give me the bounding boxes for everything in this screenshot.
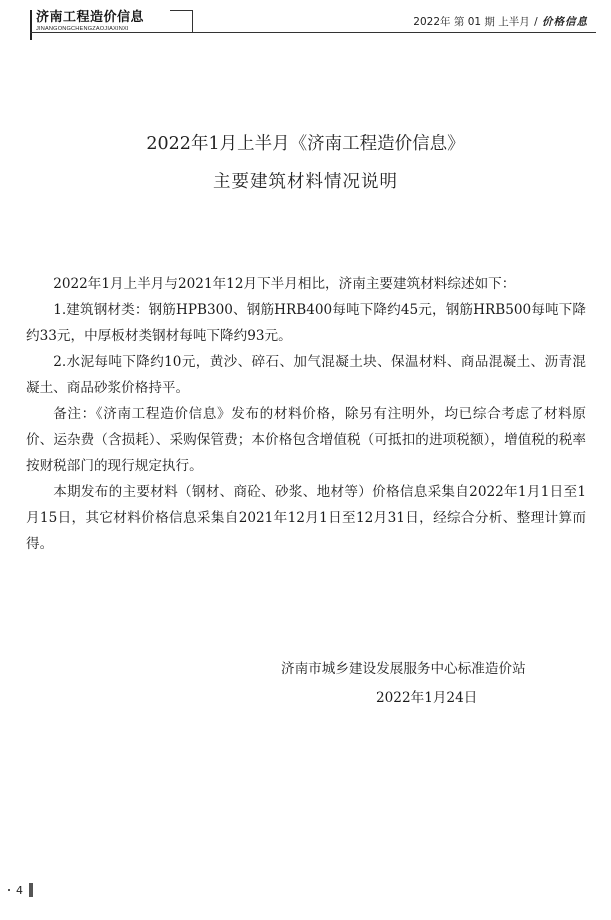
page-marker-dot (8, 889, 10, 891)
logo-chinese-title: 济南工程造价信息 (36, 10, 145, 25)
page-header (30, 10, 596, 40)
issue-info (413, 14, 588, 29)
issue-period: 上半月 (498, 16, 530, 28)
summary-intro-paragraph: 2022年1月上半月与2021年12月下半月相比，济南主要建筑材料综述如下： (53, 276, 516, 292)
page-number-text: 4 (16, 884, 23, 897)
issue-number: 第 01 期 (453, 16, 495, 28)
issue-separator: / (534, 16, 538, 28)
page-marker-bar (29, 883, 33, 897)
document-body (26, 271, 586, 557)
logo-pinyin-title: JINANGONGCHENGZAOJIAXINXI (36, 26, 129, 32)
page-number (8, 883, 33, 897)
issuing-organization: 济南市城乡建设发展服务中心标准造价站 (281, 661, 526, 677)
section-name: 价格信息 (542, 16, 588, 28)
issue-year: 2022年 (413, 16, 451, 28)
page-title: 2022年1月上半月《济南工程造价信息》 (146, 134, 465, 154)
issue-date: 2022年1月24日 (376, 690, 478, 706)
remarks-paragraph: 备注：《济南工程造价信息》发布的材料价格，除另有注明外，均已综合考虑了材料原价、运杂费（含损耗）、采购保管费；本价格包含增值税（可抵扣的进项税额），增值税的税率按财税部门的现行规定执行。 (26, 406, 586, 474)
logo-frame-corner (170, 10, 193, 33)
page-subtitle: 主要建筑材料情况说明 (213, 172, 398, 192)
steel-paragraph: 1.建筑钢材类：钢筋HPB300、钢筋HRB400每吨下降约45元，钢筋HRB500每吨下降约33元，中厚板材类钢材每吨下降约93元。 (26, 302, 586, 344)
publication-logo (30, 10, 176, 40)
data-collection-paragraph: 本期发布的主要材料（钢材、商砼、砂浆、地材等）价格信息采集自2022年1月1日至1月15日，其它材料价格信息采集自2021年12月1日至12月31日，经综合分析、整理计算而得。 (26, 484, 586, 552)
header-divider (30, 32, 596, 33)
cement-paragraph: 2.水泥每吨下降约10元，黄沙、碎石、加气混凝土块、保温材料、商品混凝土、沥青混凝土、商品砂浆价格持平。 (26, 354, 586, 396)
